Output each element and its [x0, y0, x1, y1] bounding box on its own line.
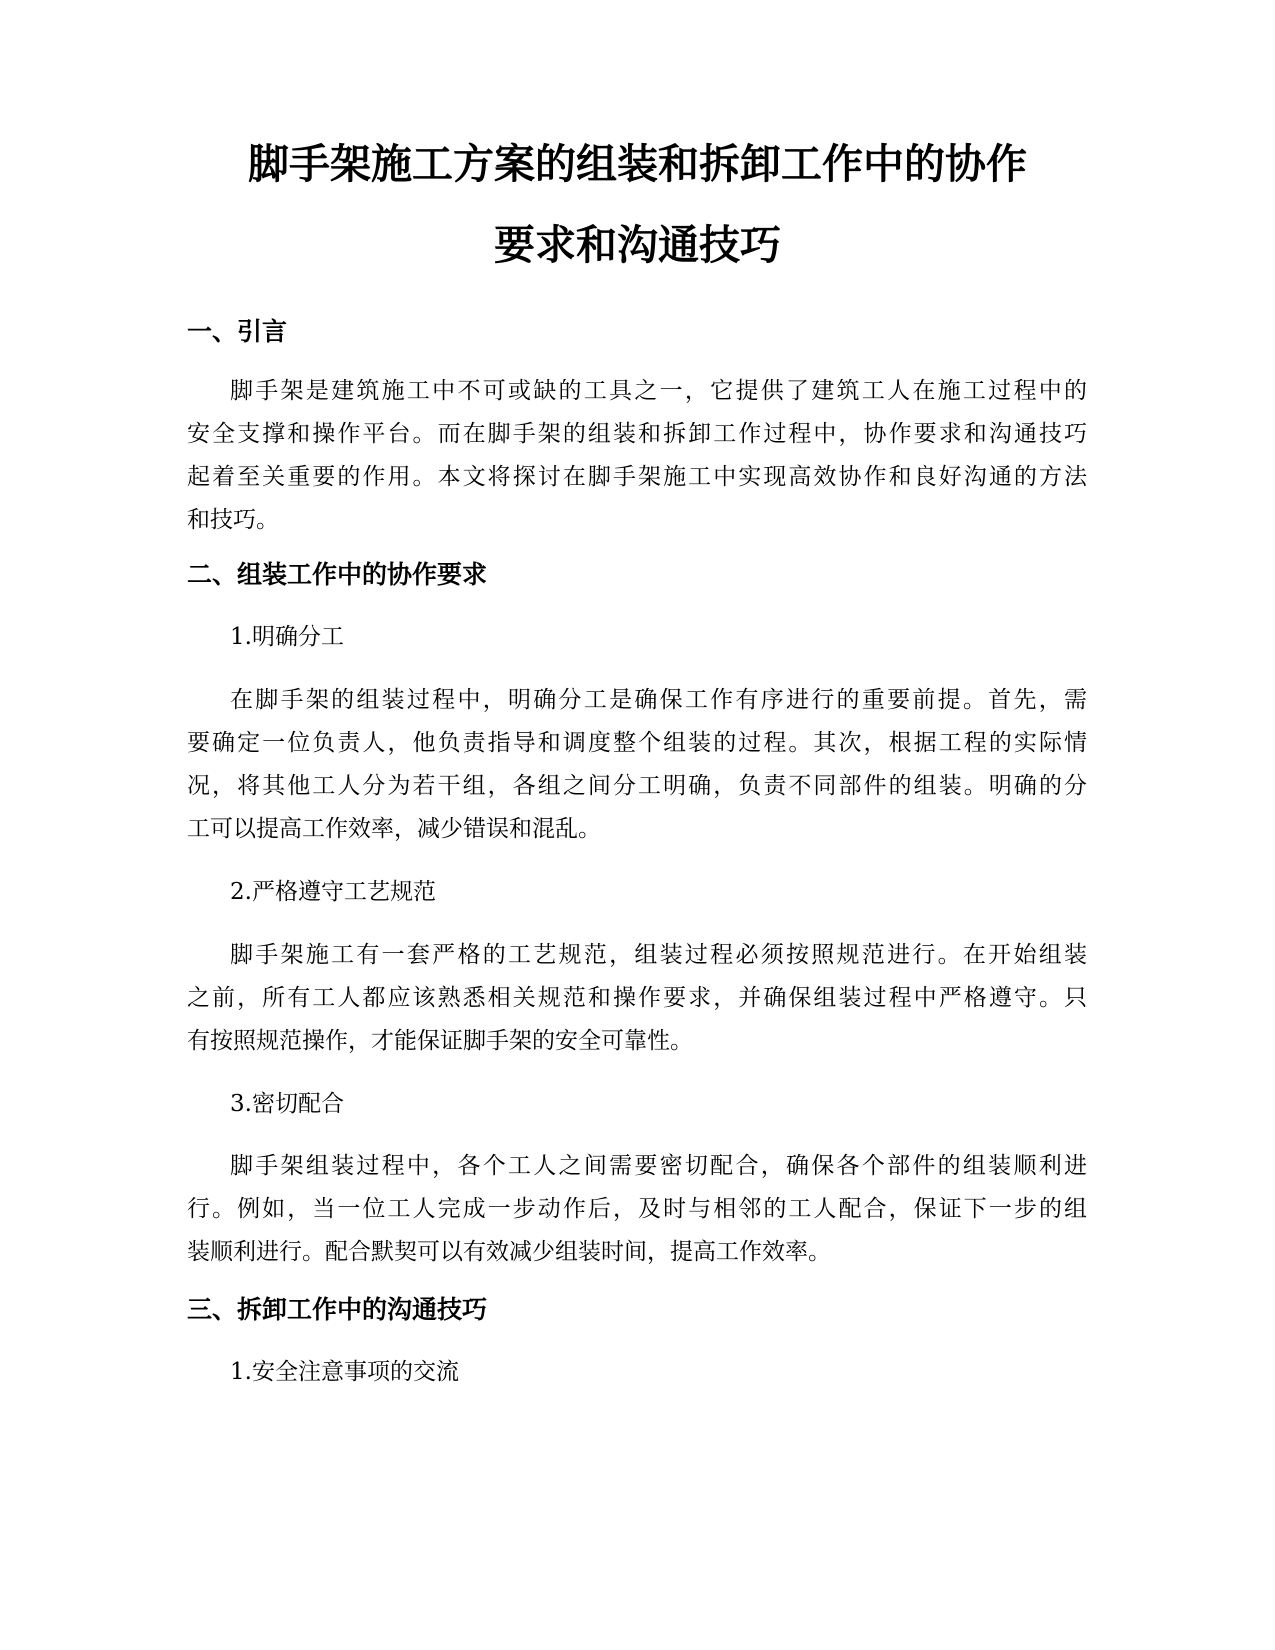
paragraph-line: 有按照规范操作，才能保证脚手架的安全可靠性。	[187, 1028, 693, 1054]
subheading-clear-division: 1.明确分工	[230, 624, 344, 650]
clear-division-paragraph	[187, 679, 1087, 851]
section-heading-assembly-collaboration: 二、组装工作中的协作要求	[187, 560, 488, 589]
paragraph-line: 和技巧。	[187, 507, 279, 533]
process-standards-paragraph	[187, 934, 1087, 1063]
section-heading-dismantling-communication: 三、拆卸工作中的沟通技巧	[187, 1295, 488, 1324]
paragraph-line: 行。例如，当一位工人完成一步动作后，及时与相邻的工人配合，保证下一步的组	[187, 1196, 1087, 1222]
document-title-line-1: 脚手架施工方案的组装和拆卸工作中的协作	[248, 140, 1027, 188]
paragraph-line: 之前，所有工人都应该熟悉相关规范和操作要求，并确保组装过程中严格遵守。只	[187, 985, 1087, 1011]
subheading-process-standards: 2.严格遵守工艺规范	[230, 879, 436, 905]
paragraph-line: 工可以提高工作效率，减少错误和混乱。	[187, 816, 601, 842]
paragraph-line: 脚手架施工有一套严格的工艺规范，组装过程必须按照规范进行。在开始组装	[230, 942, 1087, 968]
section-heading-introduction: 一、引言	[187, 317, 288, 346]
paragraph-line: 况，将其他工人分为若干组，各组之间分工明确，负责不同部件的组装。明确的分	[187, 773, 1087, 799]
introduction-paragraph	[187, 370, 1087, 542]
paragraph-line: 起着至关重要的作用。本文将探讨在脚手架施工中实现高效协作和良好沟通的方法	[187, 464, 1087, 490]
paragraph-line: 装顺利进行。配合默契可以有效减少组装时间，提高工作效率。	[187, 1239, 831, 1265]
close-cooperation-paragraph	[187, 1145, 1087, 1274]
paragraph-line: 脚手架是建筑施工中不可或缺的工具之一，它提供了建筑工人在施工过程中的	[230, 378, 1087, 404]
subheading-close-cooperation: 3.密切配合	[230, 1091, 344, 1117]
paragraph-line: 安全支撑和操作平台。而在脚手架的组装和拆卸工作过程中，协作要求和沟通技巧	[187, 421, 1087, 447]
paragraph-line: 在脚手架的组装过程中，明确分工是确保工作有序进行的重要前提。首先，需	[230, 687, 1087, 713]
paragraph-line: 要确定一位负责人，他负责指导和调度整个组装的过程。其次，根据工程的实际情	[187, 730, 1087, 756]
document-title-line-2: 要求和沟通技巧	[494, 221, 781, 269]
subheading-safety-communication: 1.安全注意事项的交流	[230, 1359, 459, 1385]
paragraph-line: 脚手架组装过程中，各个工人之间需要密切配合，确保各个部件的组装顺利进	[230, 1153, 1087, 1179]
